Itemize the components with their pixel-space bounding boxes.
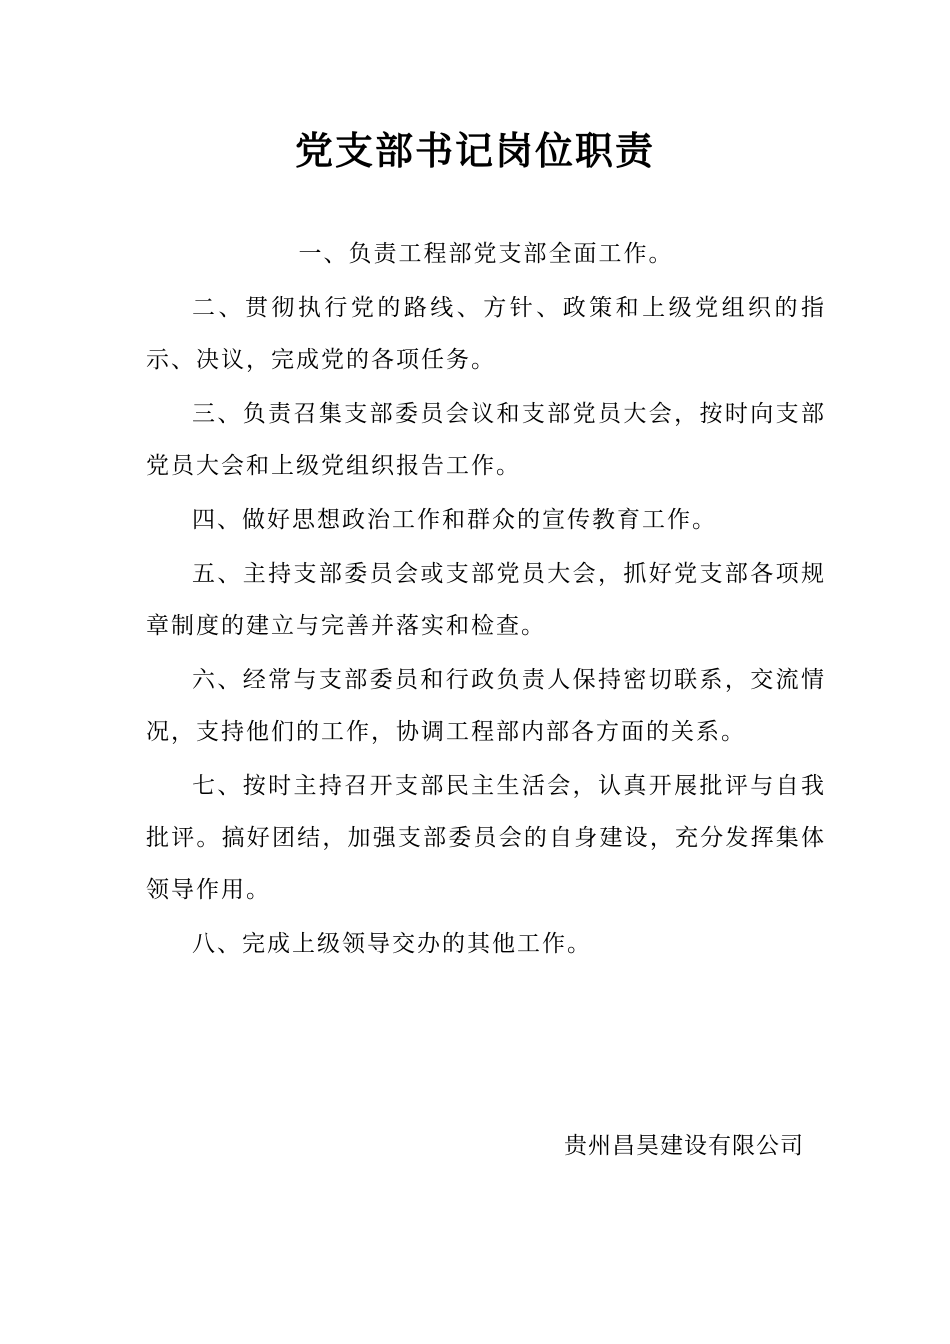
- duty-item-1: 一、负责工程部党支部全面工作。: [298, 241, 674, 267]
- duty-item-7: 七、按时主持召开支部民主生活会，认真开展批评与自我批评。搞好团结，加强支部委员会的自身建设，充分发挥集体领导作用。: [146, 773, 826, 903]
- duty-item-8: 八、完成上级领导交办的其他工作。: [192, 931, 592, 957]
- duty-item-2: 二、贯彻执行党的路线、方针、政策和上级党组织的指示、决议，完成党的各项任务。: [146, 295, 826, 373]
- document-body: [146, 228, 826, 972]
- duty-item-5: 五、主持支部委员会或支部党员大会，抓好党支部各项规章制度的建立与完善并落实和检查。: [146, 561, 826, 639]
- duty-item-6: 六、经常与支部委员和行政负责人保持密切联系，交流情况，支持他们的工作，协调工程部内部各方面的关系。: [146, 667, 826, 745]
- company-signature: 贵州昌昊建设有限公司: [564, 1133, 804, 1159]
- duty-item-4: 四、做好思想政治工作和群众的宣传教育工作。: [192, 507, 717, 533]
- document-title: 党支部书记岗位职责: [294, 128, 655, 173]
- duty-item-3: 三、负责召集支部委员会议和支部党员大会，按时向支部党员大会和上级党组织报告工作。: [146, 401, 826, 479]
